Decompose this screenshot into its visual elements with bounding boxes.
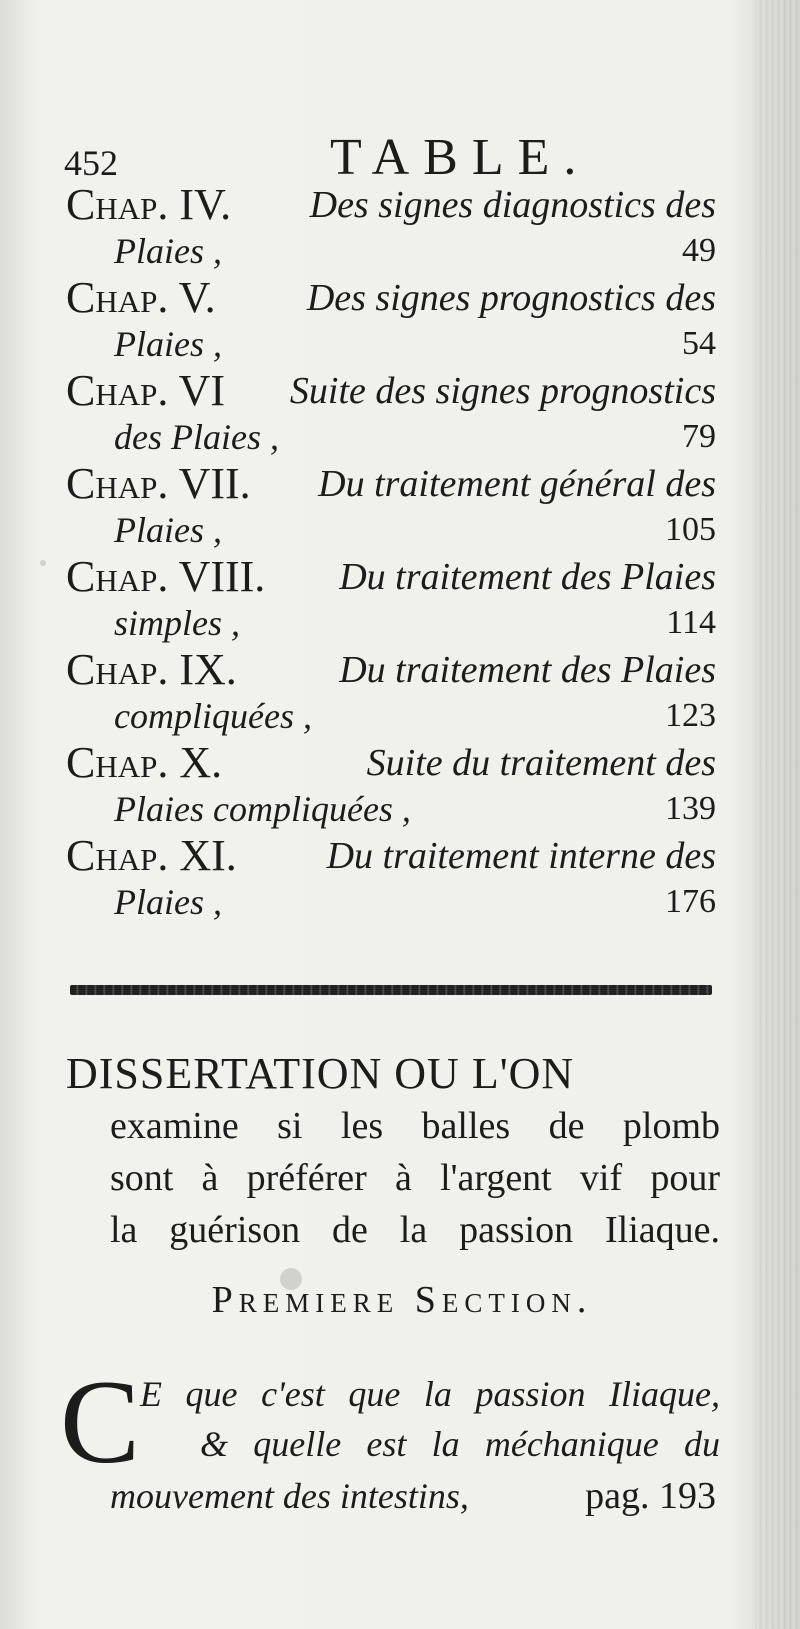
- toc-entry: [66, 740, 716, 833]
- ink-speck: [40, 560, 46, 566]
- dissertation-line: sont à préférer à l'argent vif pour: [110, 1157, 720, 1199]
- toc-page-ref: 105: [665, 511, 716, 548]
- page-edge-shadow: [755, 0, 800, 1629]
- content-page-ref: pag. 193: [585, 1475, 716, 1517]
- content-line-text: mouvement des intestins,: [110, 1476, 469, 1516]
- toc-chapter-title: Des signes diagnostics des: [309, 184, 716, 226]
- dissertation-line: examine si les balles de plomb: [110, 1105, 720, 1147]
- toc-page-ref: 49: [682, 232, 716, 269]
- toc-chapter-title: Du traitement des Plaies: [339, 649, 716, 691]
- toc-chapter-title: Suite du traitement des: [366, 742, 716, 784]
- toc-chapter-title-cont: simples ,: [114, 603, 240, 643]
- page-title: TABLE.: [330, 129, 591, 186]
- content-line-last: [110, 1472, 720, 1520]
- toc-chapter-label: Chap. VI: [66, 366, 225, 415]
- content-line: & quelle est la méchanique du: [200, 1424, 720, 1464]
- toc-chapter-title: Du traitement général des: [318, 463, 716, 505]
- toc-chapter-label: Chap. XI.: [66, 831, 237, 880]
- table-of-contents: [66, 182, 716, 926]
- toc-entry: [66, 275, 716, 368]
- content-line: E que c'est que la passion Iliaque,: [140, 1374, 720, 1414]
- section-heading: Premiere Section.: [211, 1279, 593, 1321]
- toc-chapter-label: Chap. X.: [66, 738, 223, 787]
- toc-entry: [66, 461, 716, 554]
- toc-chapter-title-cont: Plaies ,: [114, 882, 222, 922]
- toc-entry: [66, 368, 716, 461]
- toc-chapter-title-cont: compliquées ,: [114, 696, 312, 736]
- toc-page-ref: 139: [665, 790, 716, 827]
- toc-entry: [66, 182, 716, 275]
- toc-entry: [66, 647, 716, 740]
- toc-chapter-title: Du traitement des Plaies: [339, 556, 716, 598]
- ornamental-rule: [70, 985, 712, 995]
- toc-chapter-title: Du traitement interne des: [326, 835, 716, 877]
- toc-chapter-label: Chap. V.: [66, 273, 216, 322]
- toc-chapter-label: Chap. VIII.: [66, 552, 266, 601]
- toc-entry: [66, 833, 716, 926]
- dissertation-line: la guérison de la passion Iliaque.: [110, 1209, 720, 1251]
- toc-entry: [66, 554, 716, 647]
- toc-page-ref: 176: [665, 883, 716, 920]
- toc-chapter-label: Chap. IX.: [66, 645, 237, 694]
- toc-chapter-title-cont: Plaies ,: [114, 231, 222, 271]
- toc-page-ref: 79: [682, 418, 716, 455]
- toc-chapter-title-cont: Plaies ,: [114, 510, 222, 550]
- toc-page-ref: 114: [666, 604, 716, 641]
- toc-chapter-title-cont: des Plaies ,: [114, 417, 279, 457]
- toc-chapter-title-cont: Plaies ,: [114, 324, 222, 364]
- toc-page-ref: 123: [665, 697, 716, 734]
- section-content-entry: [60, 1355, 720, 1550]
- toc-chapter-title: Des signes prognostics des: [306, 277, 716, 319]
- toc-chapter-title-cont: Plaies compliquées ,: [114, 789, 411, 829]
- toc-chapter-title: Suite des signes prognostics: [289, 370, 716, 412]
- toc-chapter-label: Chap. VII.: [66, 459, 251, 508]
- dissertation-subtitle: [110, 1100, 720, 1256]
- dissertation-heading: DISSERTATION OU L'ON: [66, 1049, 575, 1098]
- drop-cap: C: [60, 1355, 141, 1488]
- toc-page-ref: 54: [682, 325, 716, 362]
- page-header: [60, 128, 740, 188]
- page-number: 452: [64, 143, 118, 183]
- toc-chapter-label: Chap. IV.: [66, 180, 232, 229]
